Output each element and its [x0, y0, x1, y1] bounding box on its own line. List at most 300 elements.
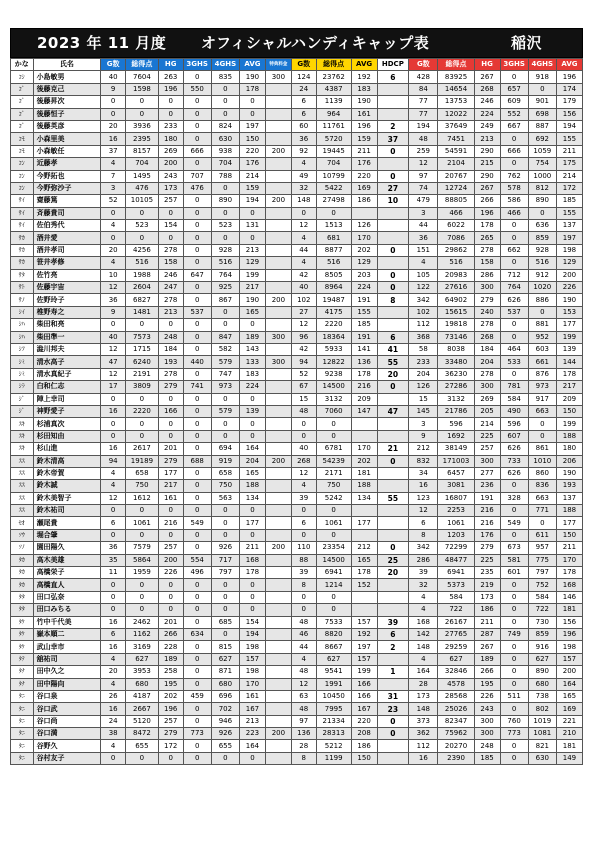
cell-4ghs-month: 579 — [211, 356, 239, 368]
cell-3ghs-month: 0 — [183, 740, 211, 752]
cell-avg-month: 143 — [239, 343, 265, 355]
cell-hg-year: 158 — [474, 257, 500, 269]
cell-avg-hdcp: 209 — [351, 393, 377, 405]
cell-name: 谷村友子 — [33, 752, 101, 764]
cell-total-month: 627 — [126, 653, 159, 665]
cell-4ghs-month: 871 — [211, 666, 239, 678]
cell-4ghs-year: 771 — [528, 505, 556, 517]
cell-total-year: 516 — [438, 257, 474, 269]
table-row — [11, 343, 583, 355]
cell-total-year: 722 — [438, 604, 474, 616]
cell-4ghs-year: 0 — [528, 418, 556, 430]
cell-avg-year: 226 — [556, 282, 582, 294]
cell-avg-year: 155 — [556, 207, 582, 219]
cell-total-month: 476 — [126, 182, 159, 194]
cell-games-year: 112 — [409, 319, 438, 331]
cell-games-month: 24 — [101, 715, 126, 727]
cell-hg-year: 249 — [474, 120, 500, 132]
cell-3ghs-year: 0 — [500, 529, 528, 541]
cell-avg-year: 210 — [556, 728, 582, 740]
cell-games-year: 9 — [409, 430, 438, 442]
cell-avg-month: 165 — [239, 467, 265, 479]
cell-kana: ｻｲ — [11, 220, 34, 232]
table-row — [11, 294, 583, 306]
cell-4ghs-year: 1019 — [528, 715, 556, 727]
cell-hg-month: 0 — [158, 207, 183, 219]
cell-kana: ｽｽ — [11, 492, 34, 504]
cell-games-month: 38 — [101, 728, 126, 740]
cell-name: 杉田知由 — [33, 430, 101, 442]
cell-4ghs-year: 630 — [528, 752, 556, 764]
cell-4ghs-month: 516 — [211, 257, 239, 269]
cell-name: 谷野久 — [33, 740, 101, 752]
cell-avg-hdcp: 157 — [351, 616, 377, 628]
cell-special-fee — [265, 108, 291, 120]
cell-total-hdcp: 1513 — [316, 220, 351, 232]
cell-total-month: 0 — [126, 232, 159, 244]
cell-avg-hdcp: 202 — [351, 244, 377, 256]
cell-total-month: 2191 — [126, 368, 159, 380]
cell-total-year: 3132 — [438, 393, 474, 405]
cell-avg-month: 217 — [239, 282, 265, 294]
cell-kana: ﾀﾆ — [11, 703, 34, 715]
cell-total-year: 64902 — [438, 294, 474, 306]
cell-special-fee — [265, 220, 291, 232]
cell-4ghs-year: 0 — [528, 207, 556, 219]
cell-4ghs-year: 973 — [528, 381, 556, 393]
cell-games-month: 7 — [101, 170, 126, 182]
cell-games-month: 0 — [101, 579, 126, 591]
cell-kana: ｺﾝ — [11, 170, 34, 182]
cell-special-fee — [265, 628, 291, 640]
cell-games-hdcp: 0 — [291, 604, 316, 616]
cell-kana: ｻｲ — [11, 195, 34, 207]
cell-4ghs-year: 516 — [528, 257, 556, 269]
cell-hg-year: 268 — [474, 83, 500, 95]
table-row — [11, 145, 583, 157]
cell-games-year: 8 — [409, 529, 438, 541]
cell-hdcp — [377, 752, 409, 764]
cell-4ghs-year: 859 — [528, 232, 556, 244]
cell-games-hdcp: 40 — [291, 443, 316, 455]
table-row — [11, 96, 583, 108]
cell-hg-year: 225 — [474, 554, 500, 566]
table-row — [11, 319, 583, 331]
cell-special-fee — [265, 752, 291, 764]
cell-games-hdcp: 60 — [291, 120, 316, 132]
cell-hdcp — [377, 220, 409, 232]
table-row — [11, 480, 583, 492]
cell-special-fee — [265, 381, 291, 393]
cell-3ghs-month: 0 — [183, 108, 211, 120]
cell-4ghs-year: 584 — [528, 591, 556, 603]
cell-3ghs-year: 626 — [500, 294, 528, 306]
cell-4ghs-month: 0 — [211, 83, 239, 95]
cell-hg-month: 173 — [158, 182, 183, 194]
cell-avg-year: 181 — [556, 740, 582, 752]
cell-kana: ﾀﾀ — [11, 604, 34, 616]
table-row — [11, 690, 583, 702]
cell-kana: ｺｼ — [11, 71, 34, 83]
cell-total-year: 15615 — [438, 306, 474, 318]
col-name: 氏名 — [33, 59, 101, 71]
cell-3ghs-month: 0 — [183, 195, 211, 207]
cell-3ghs-year: 584 — [500, 393, 528, 405]
cell-hg-year: 269 — [474, 393, 500, 405]
cell-hdcp: 25 — [377, 554, 409, 566]
cell-total-month: 2395 — [126, 133, 159, 145]
cell-kana: ｼｲ — [11, 306, 34, 318]
cell-3ghs-month: 496 — [183, 567, 211, 579]
cell-avg-hdcp — [351, 418, 377, 430]
table-row — [11, 269, 583, 281]
cell-hg-month: 161 — [158, 492, 183, 504]
cell-games-month: 0 — [101, 319, 126, 331]
cell-avg-hdcp: 188 — [351, 480, 377, 492]
table-row — [11, 740, 583, 752]
cell-avg-month: 0 — [239, 96, 265, 108]
cell-4ghs-year: 861 — [528, 443, 556, 455]
cell-avg-year: 211 — [556, 542, 582, 554]
cell-avg-year: 196 — [556, 628, 582, 640]
cell-total-hdcp: 10799 — [316, 170, 351, 182]
cell-name: 柴田準一 — [33, 331, 101, 343]
cell-hdcp — [377, 393, 409, 405]
cell-3ghs-year: 0 — [500, 505, 528, 517]
cell-avg-year: 198 — [556, 244, 582, 256]
cell-avg-year: 156 — [556, 108, 582, 120]
cell-games-year: 6 — [409, 517, 438, 529]
cell-kana: ﾀﾅ — [11, 666, 34, 678]
cell-special-fee — [265, 653, 291, 665]
cell-avg-month: 170 — [239, 678, 265, 690]
cell-name: 今野拓也 — [33, 170, 101, 182]
cell-4ghs-month: 523 — [211, 220, 239, 232]
cell-avg-hdcp: 220 — [351, 715, 377, 727]
cell-hdcp: 2 — [377, 641, 409, 653]
cell-4ghs-year: 918 — [528, 71, 556, 83]
cell-avg-hdcp: 155 — [351, 306, 377, 318]
cell-hg-month: 0 — [158, 579, 183, 591]
cell-games-hdcp: 4 — [291, 257, 316, 269]
cell-hg-year: 300 — [474, 455, 500, 467]
cell-4ghs-month: 946 — [211, 715, 239, 727]
col-total-hdcp: 総得点 — [316, 59, 351, 71]
cell-hg-month: 233 — [158, 120, 183, 132]
cell-total-month: 2604 — [126, 282, 159, 294]
cell-total-month: 1988 — [126, 269, 159, 281]
cell-3ghs-month: 0 — [183, 505, 211, 517]
cell-hg-month: 166 — [158, 405, 183, 417]
cell-total-month: 6240 — [126, 356, 159, 368]
cell-4ghs-year: 901 — [528, 96, 556, 108]
cell-avg-hdcp — [351, 505, 377, 517]
cell-games-year: 123 — [409, 492, 438, 504]
cell-avg-month: 0 — [239, 752, 265, 764]
cell-hg-month: 257 — [158, 195, 183, 207]
cell-total-hdcp: 7533 — [316, 616, 351, 628]
cell-avg-month: 178 — [239, 83, 265, 95]
cell-hdcp — [377, 257, 409, 269]
cell-3ghs-year: 0 — [500, 678, 528, 690]
cell-hg-year: 266 — [474, 195, 500, 207]
cell-4ghs-month: 0 — [211, 306, 239, 318]
cell-3ghs-month: 549 — [183, 517, 211, 529]
cell-kana: ｼﾗ — [11, 381, 34, 393]
cell-special-fee — [265, 244, 291, 256]
cell-avg-hdcp: 150 — [351, 752, 377, 764]
cell-3ghs-month: 0 — [183, 480, 211, 492]
cell-total-hdcp: 54239 — [316, 455, 351, 467]
cell-name: 柴田和亮 — [33, 319, 101, 331]
cell-total-year: 2104 — [438, 158, 474, 170]
cell-total-month: 7573 — [126, 331, 159, 343]
cell-3ghs-month: 0 — [183, 430, 211, 442]
cell-games-year: 479 — [409, 195, 438, 207]
cell-total-year: 19818 — [438, 319, 474, 331]
cell-kana: ｽｷ — [11, 443, 34, 455]
table-row — [11, 232, 583, 244]
cell-games-hdcp: 67 — [291, 381, 316, 393]
cell-special-fee — [265, 306, 291, 318]
cell-4ghs-month: 0 — [211, 517, 239, 529]
cell-4ghs-month: 925 — [211, 282, 239, 294]
col-special-fee: 特典料金 — [265, 59, 291, 71]
cell-total-month: 750 — [126, 480, 159, 492]
cell-3ghs-year: 762 — [500, 170, 528, 182]
cell-kana: ｺﾓ — [11, 145, 34, 157]
cell-special-fee — [265, 418, 291, 430]
cell-4ghs-month: 582 — [211, 343, 239, 355]
cell-4ghs-year: 661 — [528, 356, 556, 368]
cell-kana: ｾｵ — [11, 517, 34, 529]
table-row — [11, 678, 583, 690]
cell-name: 鈴木祐司 — [33, 505, 101, 517]
table-row — [11, 257, 583, 269]
table-row — [11, 108, 583, 120]
cell-games-year: 4 — [409, 257, 438, 269]
cell-4ghs-year: 917 — [528, 393, 556, 405]
table-row — [11, 220, 583, 232]
cell-avg-month: 177 — [239, 517, 265, 529]
cell-kana: ｻﾀ — [11, 269, 34, 281]
cell-3ghs-month: 550 — [183, 83, 211, 95]
cell-games-month: 12 — [101, 282, 126, 294]
cell-total-year: 83925 — [438, 71, 474, 83]
cell-3ghs-year: 533 — [500, 356, 528, 368]
cell-hg-month: 201 — [158, 443, 183, 455]
cell-3ghs-year: 0 — [500, 616, 528, 628]
cell-hg-month: 266 — [158, 628, 183, 640]
table-row — [11, 430, 583, 442]
title-banner — [10, 28, 583, 58]
cell-avg-hdcp: 199 — [351, 666, 377, 678]
cell-4ghs-year: 836 — [528, 480, 556, 492]
cell-3ghs-month: 0 — [183, 715, 211, 727]
cell-total-month: 2667 — [126, 703, 159, 715]
cell-total-month: 0 — [126, 207, 159, 219]
cell-hg-year: 216 — [474, 517, 500, 529]
cell-3ghs-month: 0 — [183, 294, 211, 306]
cell-games-hdcp: 32 — [291, 182, 316, 194]
cell-3ghs-year: 626 — [500, 443, 528, 455]
cell-total-year: 8038 — [438, 343, 474, 355]
cell-games-month: 17 — [101, 381, 126, 393]
table-row — [11, 591, 583, 603]
cell-hg-month: 247 — [158, 282, 183, 294]
cell-hdcp — [377, 517, 409, 529]
cell-4ghs-year: 1010 — [528, 455, 556, 467]
cell-games-year: 368 — [409, 331, 438, 343]
cell-3ghs-year: 0 — [500, 319, 528, 331]
cell-3ghs-year: 0 — [500, 480, 528, 492]
col-avg-month: AVG — [239, 59, 265, 71]
cell-games-year: 428 — [409, 71, 438, 83]
cell-4ghs-year: 802 — [528, 703, 556, 715]
cell-hg-month: 216 — [158, 517, 183, 529]
cell-3ghs-year: 0 — [500, 579, 528, 591]
cell-4ghs-year: 0 — [528, 306, 556, 318]
cell-3ghs-month: 0 — [183, 579, 211, 591]
cell-games-month: 0 — [101, 529, 126, 541]
cell-name: 田口弘奈 — [33, 591, 101, 603]
cell-4ghs-year: 912 — [528, 269, 556, 281]
cell-total-month: 0 — [126, 319, 159, 331]
cell-name: 近藤孝 — [33, 158, 101, 170]
cell-hg-year: 265 — [474, 232, 500, 244]
cell-games-month: 4 — [101, 653, 126, 665]
cell-kana: ｺﾝ — [11, 158, 34, 170]
table-row — [11, 752, 583, 764]
cell-kana: ﾀﾀ — [11, 591, 34, 603]
cell-avg-hdcp: 165 — [351, 554, 377, 566]
cell-avg-year: 214 — [556, 170, 582, 182]
cell-total-hdcp: 1199 — [316, 752, 351, 764]
cell-games-year: 3 — [409, 207, 438, 219]
cell-special-fee — [265, 170, 291, 182]
cell-hg-year: 204 — [474, 356, 500, 368]
cell-name: 陣上幸司 — [33, 393, 101, 405]
cell-games-hdcp: 124 — [291, 71, 316, 83]
cell-avg-month: 129 — [239, 257, 265, 269]
cell-total-hdcp: 0 — [316, 505, 351, 517]
col-4ghs-month: 4GHS — [211, 59, 239, 71]
cell-4ghs-year: 663 — [528, 405, 556, 417]
cell-total-hdcp: 0 — [316, 591, 351, 603]
cell-hg-year: 185 — [474, 752, 500, 764]
cell-special-fee: 300 — [265, 356, 291, 368]
cell-special-fee — [265, 393, 291, 405]
cell-total-month: 0 — [126, 430, 159, 442]
cell-avg-month: 224 — [239, 381, 265, 393]
cell-games-year: 168 — [409, 616, 438, 628]
cell-4ghs-year: 0 — [528, 517, 556, 529]
cell-total-month: 0 — [126, 752, 159, 764]
cell-games-year: 15 — [409, 393, 438, 405]
cell-name: 佐竹亮 — [33, 269, 101, 281]
table-row — [11, 195, 583, 207]
table-row — [11, 653, 583, 665]
col-total-year: 総得点 — [438, 59, 474, 71]
cell-games-hdcp: 6 — [291, 108, 316, 120]
cell-name: 後藤克己 — [33, 83, 101, 95]
cell-4ghs-month: 867 — [211, 294, 239, 306]
cell-4ghs-month: 685 — [211, 616, 239, 628]
cell-games-month: 37 — [101, 145, 126, 157]
cell-kana: ｼﾐ — [11, 368, 34, 380]
cell-hg-year: 278 — [474, 319, 500, 331]
table-row — [11, 356, 583, 368]
cell-special-fee: 200 — [265, 195, 291, 207]
cell-total-month: 2220 — [126, 405, 159, 417]
cell-hdcp — [377, 232, 409, 244]
cell-games-hdcp: 0 — [291, 591, 316, 603]
cell-total-hdcp: 23354 — [316, 542, 351, 554]
cell-4ghs-year: 957 — [528, 542, 556, 554]
table-row — [11, 554, 583, 566]
cell-total-year: 27616 — [438, 282, 474, 294]
cell-avg-month: 194 — [239, 195, 265, 207]
cell-kana: ｺﾞ — [11, 83, 34, 95]
cell-4ghs-year: 0 — [528, 83, 556, 95]
col-games-hdcp: G数 — [291, 59, 316, 71]
cell-kana: ﾀｶ — [11, 567, 34, 579]
cell-avg-year: 168 — [556, 579, 582, 591]
cell-total-hdcp: 681 — [316, 232, 351, 244]
table-row — [11, 331, 583, 343]
cell-games-month: 16 — [101, 133, 126, 145]
cell-4ghs-year: 797 — [528, 567, 556, 579]
cell-name: 後藤英彦 — [33, 120, 101, 132]
cell-4ghs-month: 824 — [211, 120, 239, 132]
cell-total-year: 26167 — [438, 616, 474, 628]
cell-3ghs-year: 0 — [500, 232, 528, 244]
cell-games-hdcp: 42 — [291, 343, 316, 355]
cell-games-hdcp: 15 — [291, 393, 316, 405]
cell-3ghs-year: 0 — [500, 133, 528, 145]
cell-total-month: 523 — [126, 220, 159, 232]
cell-avg-year: 196 — [556, 71, 582, 83]
table-body — [11, 71, 583, 765]
cell-avg-month: 164 — [239, 740, 265, 752]
cell-total-month: 658 — [126, 467, 159, 479]
table-row — [11, 492, 583, 504]
cell-3ghs-month: 0 — [183, 443, 211, 455]
cell-3ghs-month: 554 — [183, 554, 211, 566]
cell-3ghs-month: 707 — [183, 170, 211, 182]
cell-hdcp: 1 — [377, 666, 409, 678]
cell-games-hdcp: 4 — [291, 653, 316, 665]
cell-total-month: 10105 — [126, 195, 159, 207]
cell-special-fee — [265, 480, 291, 492]
cell-avg-hdcp: 178 — [351, 567, 377, 579]
cell-4ghs-year: 603 — [528, 343, 556, 355]
cell-total-month: 1598 — [126, 83, 159, 95]
cell-name: 今野弥沙子 — [33, 182, 101, 194]
cell-4ghs-year: 754 — [528, 158, 556, 170]
cell-3ghs-month: 476 — [183, 182, 211, 194]
table-row — [11, 133, 583, 145]
cell-total-hdcp: 6941 — [316, 567, 351, 579]
cell-3ghs-month: 0 — [183, 244, 211, 256]
cell-name: 酒井愛 — [33, 232, 101, 244]
cell-total-hdcp: 10450 — [316, 690, 351, 702]
cell-games-year: 16 — [409, 480, 438, 492]
table-row — [11, 542, 583, 554]
cell-kana: ｻｶ — [11, 257, 34, 269]
cell-hdcp: 0 — [377, 715, 409, 727]
cell-hg-year: 240 — [474, 306, 500, 318]
